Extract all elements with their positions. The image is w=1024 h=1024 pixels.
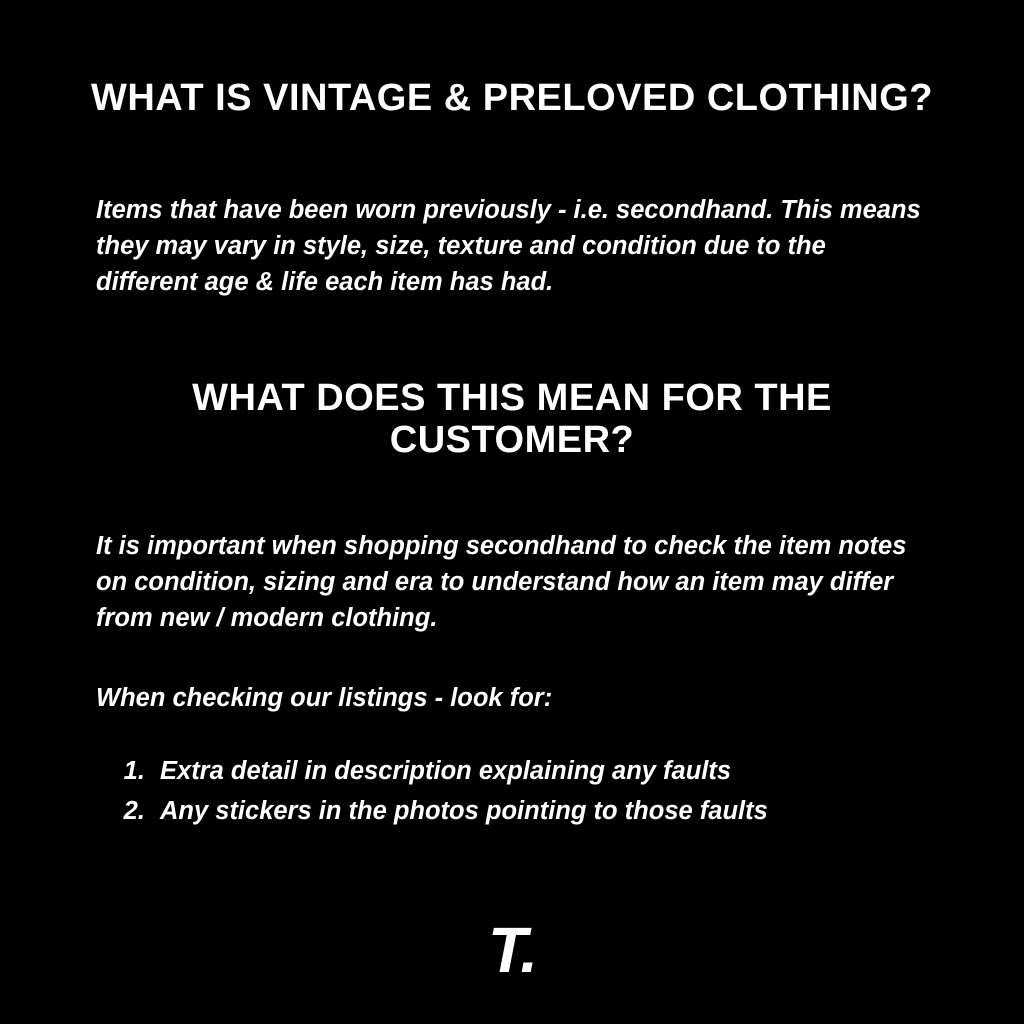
list-item: 1. Extra detail in description explaining any faults	[152, 752, 928, 792]
brand-logo: T.	[487, 914, 537, 986]
intro-paragraph: Items that have been worn previously - i.e. secondhand. This means they may vary in style, size, texture and condition due to the different age & life each item has had.	[96, 196, 921, 297]
listings-lead-in: When checking our listings - look for:	[96, 684, 553, 712]
list-item: 2. Any stickers in the photos pointing to those faults	[152, 792, 928, 832]
customer-paragraph: It is important when shopping secondhand to check the item notes on condition, sizing and era to understand how an item may differ from new / modern clothing.	[96, 532, 907, 633]
section-heading-customer: WHAT DOES THIS MEAN FOR THE CUSTOMER?	[192, 377, 832, 461]
faults-list	[96, 752, 928, 831]
page-title: WHAT IS VINTAGE & PRELOVED CLOTHING?	[90, 77, 934, 119]
